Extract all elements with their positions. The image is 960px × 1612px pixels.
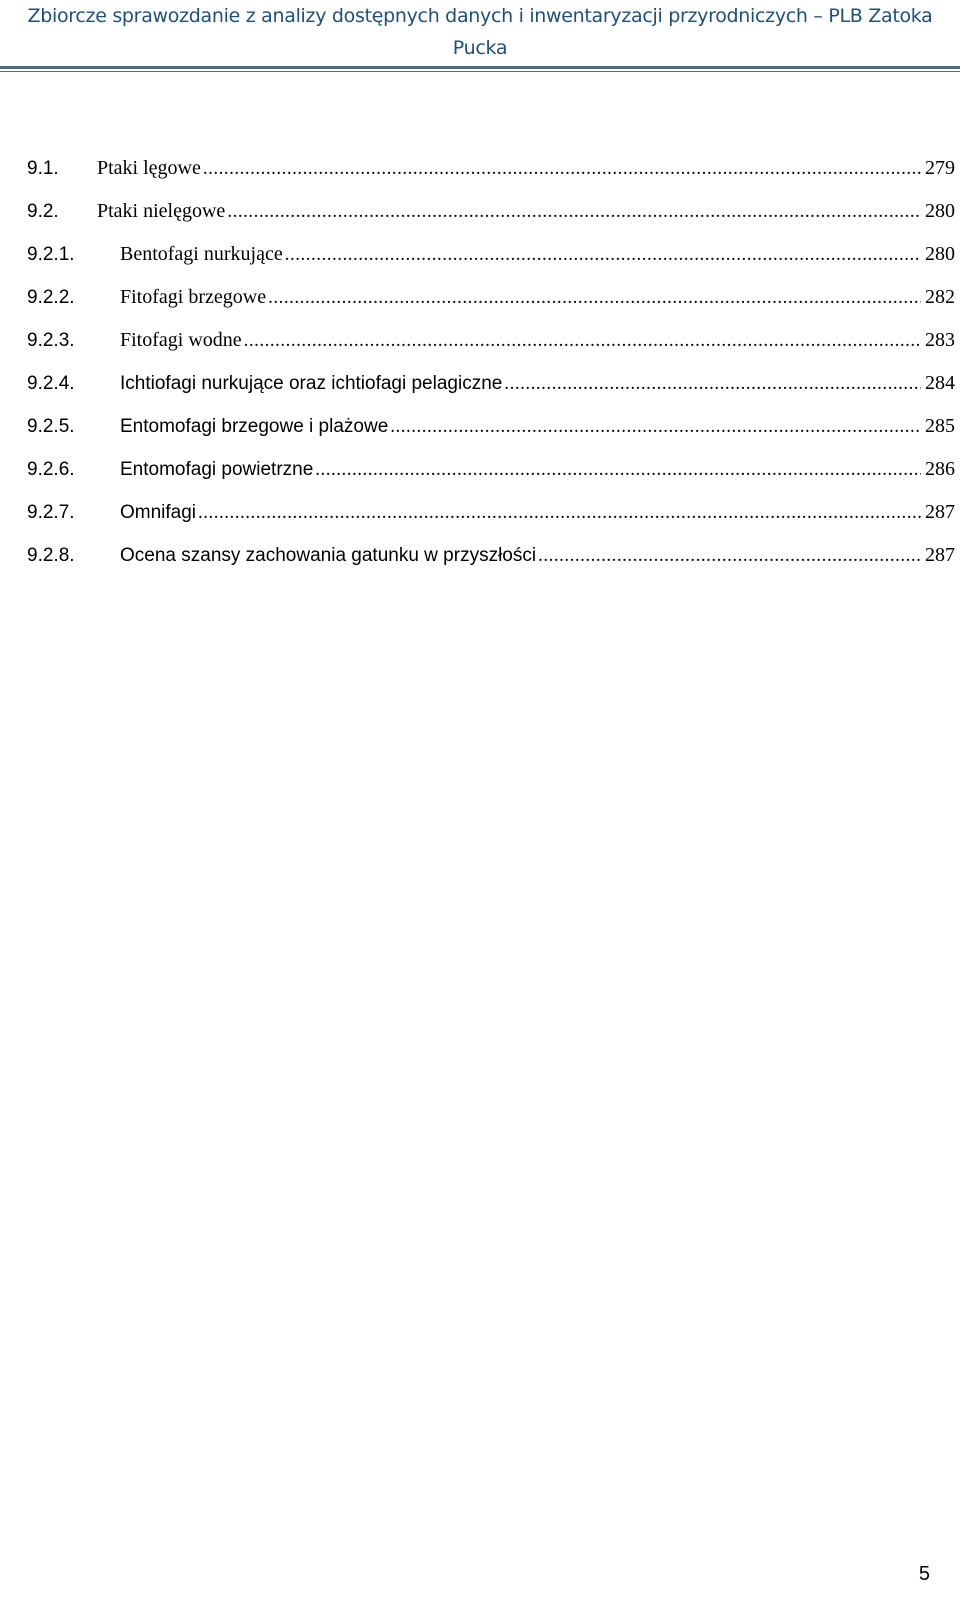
- toc-entry-number: 9.2.6.: [27, 458, 75, 480]
- toc-entry-number: 9.2.2.: [27, 286, 75, 308]
- toc-entry-title[interactable]: Ocena szansy zachowania gatunku w przyszłości: [120, 544, 537, 566]
- header-title-line1: Zbiorcze sprawozdanie z analizy dostępnych danych i inwentaryzacji przyrodniczych – PLB Zatoka: [27, 5, 933, 27]
- toc-entry-9-2-3[interactable]: [27, 319, 955, 362]
- toc-entry-page[interactable]: 279: [925, 157, 955, 179]
- header-rule: [0, 66, 960, 69]
- toc-entry-page[interactable]: 282: [925, 286, 955, 308]
- toc-entry-9-2-4[interactable]: [27, 362, 955, 405]
- toc-entry-9-2-8[interactable]: [27, 534, 955, 577]
- toc-entry-page[interactable]: 284: [925, 372, 955, 394]
- toc-entry-9-2[interactable]: [27, 190, 955, 233]
- toc-entry-title[interactable]: Ichtiofagi nurkujące oraz ichtiofagi pelagiczne: [120, 372, 503, 394]
- toc-entry-title[interactable]: Ptaki lęgowe: [97, 157, 201, 179]
- toc-dot-leader: [390, 416, 921, 438]
- toc-entry-page[interactable]: 283: [925, 329, 955, 351]
- toc-entry-title[interactable]: Fitofagi brzegowe: [120, 286, 267, 308]
- toc-entry-number: 9.2.8.: [27, 544, 75, 566]
- toc-entry-title[interactable]: Fitofagi wodne: [120, 329, 242, 351]
- toc-entry-page[interactable]: 280: [925, 243, 955, 265]
- toc-dot-leader: [198, 502, 921, 524]
- toc-dot-leader: [227, 201, 921, 223]
- toc-dot-leader: [285, 244, 921, 266]
- toc-entry-page[interactable]: 287: [925, 544, 955, 566]
- toc-dot-leader: [504, 373, 921, 395]
- toc-entry-9-2-1[interactable]: [27, 233, 955, 276]
- running-header: [0, 0, 960, 64]
- toc-entry-9-1[interactable]: [27, 147, 955, 190]
- toc-entry-title[interactable]: Bentofagi nurkujące: [120, 243, 283, 265]
- header-rule-thin: [0, 71, 960, 72]
- toc-entry-number: 9.1.: [27, 157, 59, 179]
- toc-entry-page[interactable]: 286: [925, 458, 955, 480]
- toc-dot-leader: [244, 330, 921, 352]
- toc-entry-9-2-6[interactable]: [27, 448, 955, 491]
- table-of-contents: [27, 147, 955, 577]
- toc-entry-title[interactable]: Entomofagi brzegowe i plażowe: [120, 415, 389, 437]
- toc-entry-9-2-7[interactable]: [27, 491, 955, 534]
- toc-entry-page[interactable]: 285: [925, 415, 955, 437]
- header-title-line2: Pucka: [452, 37, 508, 59]
- toc-dot-leader: [538, 545, 921, 567]
- toc-entry-page[interactable]: 280: [925, 200, 955, 222]
- toc-entry-number: 9.2.4.: [27, 372, 75, 394]
- page-number: 5: [918, 1563, 930, 1585]
- toc-entry-title[interactable]: Omnifagi: [120, 501, 197, 523]
- toc-entry-9-2-5[interactable]: [27, 405, 955, 448]
- toc-entry-number: 9.2.5.: [27, 415, 75, 437]
- toc-entry-number: 9.2.: [27, 200, 59, 222]
- toc-dot-leader: [203, 158, 921, 180]
- toc-entry-number: 9.2.1.: [27, 243, 75, 265]
- toc-dot-leader: [268, 287, 921, 309]
- toc-entry-9-2-2[interactable]: [27, 276, 955, 319]
- toc-entry-number: 9.2.3.: [27, 329, 75, 351]
- toc-entry-title[interactable]: Ptaki nielęgowe: [97, 200, 226, 222]
- toc-entry-title[interactable]: Entomofagi powietrzne: [120, 458, 314, 480]
- toc-entry-number: 9.2.7.: [27, 501, 75, 523]
- toc-dot-leader: [315, 459, 921, 481]
- toc-entry-page[interactable]: 287: [925, 501, 955, 523]
